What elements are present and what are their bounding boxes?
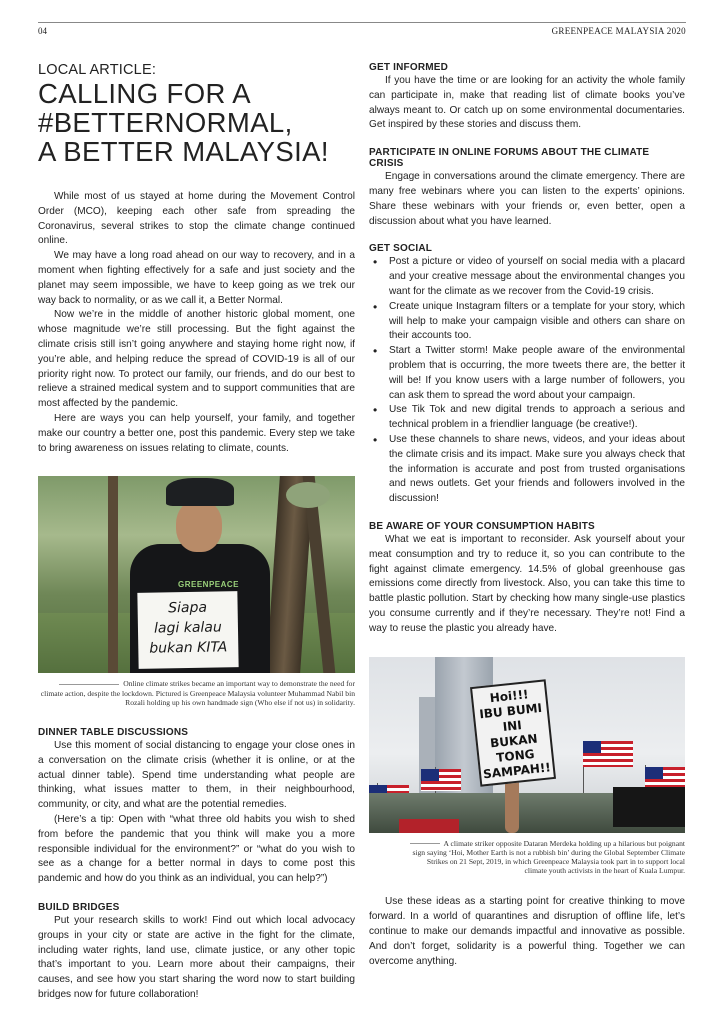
malaysia-flag [583, 741, 633, 767]
section-paragraph: If you have the time or are looking for an activity the whole family can participate in, make that reading list of climate books you’ve always meant to. Or catch up on some environmental documentaries. Get inspired by these stories and discuss them. [369, 75, 685, 131]
article-headline [38, 79, 355, 166]
section-paragraph: Use this moment of social distancing to engage your close ones in a conversation on the climate crisis (whether it is online, or at the actual dinner table). Spend time understanding what people are thinking, what issues matter to them, in their neighbourhood, community, or city, and what are the potential remedies. [38, 739, 355, 811]
caption-rule [410, 843, 440, 844]
section-title: DINNER TABLE DISCUSSIONS [38, 726, 189, 738]
sign-line: INI BUKAN [489, 717, 539, 750]
tree-trunk [108, 476, 118, 673]
intro-paragraph: Now we’re in the middle of another historic global moment, one whose magnitude we’re still processing. But the fight against the climate crisis still isn’t going anywhere and staying home right now, if you’re able, and helping reduce the spread of COVID-19 is all of our priority right now. To protect our family, our friends, and do our best to relieve a strained medical system and to support communities that are most affected by the pandemic. [38, 309, 355, 410]
caption-text: A climate striker opposite Dataran Merdeka holding up a hilarious but poignant sign saying ‘Hoi, Mother Earth is not a rubbish bin’ during the Global September Climate Strikes on 21 Sept, 2019, in which Greenpeace Malaysia took part in to support local climate youth activists in the heart of Kuala Lumpur. [412, 838, 685, 876]
page-number: 04 [38, 26, 47, 36]
list-item: • Create unique Instagram filters or a template for your story, which will help to make your campaign visible and others can share on their accounts too. [369, 300, 685, 344]
bucket-hat [166, 478, 234, 506]
section-title: GET INFORMED [369, 62, 449, 73]
photo2-caption [369, 839, 685, 876]
sign-line: IBU BUMI [478, 700, 543, 721]
red-banner [399, 819, 459, 833]
dinner-section [38, 727, 355, 887]
list-item: • Start a Twitter storm! Make people aware of the environmental problem that is occurring, the more tweets there are, the better it will be! If you know users with a large number of followers, you can ask them to spread the word about your campaign. [369, 344, 685, 403]
informed-section [369, 62, 685, 133]
sign-line: bukan KITA [149, 639, 228, 658]
malaysia-flag [645, 767, 685, 789]
volunteer-photo [38, 476, 355, 673]
header-rule [38, 22, 686, 23]
bridges-section [38, 902, 355, 1003]
sign-line: Hoi!!! [489, 686, 530, 705]
jackfruit [286, 482, 330, 508]
publication-name: GREENPEACE MALAYSIA 2020 [551, 26, 686, 36]
volunteer-face [176, 500, 222, 552]
headline-line: CALLING FOR A [38, 78, 252, 109]
section-paragraph: Engage in conversations around the climate emergency. There are many free webinars where you can listen to the experts’ opinions. Share these webinars with your friends or, even better, open a discussion about what you have learned. [369, 171, 685, 227]
social-bullet-list [369, 255, 685, 507]
section-paragraph: (Here’s a tip: Open with “what three old habits you wish to shed from before the pandemic that you think will make you a more responsible individual for the environment?” or “what do you wish to see as a change for a better normal in days to come post this pandemic and how do you think as an individual, you can help?”) [38, 813, 355, 885]
article-kicker: LOCAL ARTICLE: [38, 62, 157, 78]
black-banner [613, 787, 685, 827]
intro-paragraph: While most of us stayed at home during the Movement Control Order (MCO), keeping each other safe from spreading the Coronavirus, several strikes to stop the climate change continued online. [38, 191, 355, 247]
malaysia-flag [421, 769, 461, 791]
left-column [38, 62, 355, 1003]
section-title: PARTICIPATE IN ONLINE FORUMS ABOUT THE CLIMATE CRISIS [369, 147, 650, 170]
list-item: • Post a picture or video of yourself on social media with a placard and your creative message about the environmental changes you want for the climate as we recover from the Covid-19 crisis. [369, 255, 685, 299]
photo1-caption [38, 679, 355, 707]
caption-rule [59, 684, 119, 685]
forums-section [369, 147, 685, 229]
section-paragraph: Put your research skills to work! Find out which local advocacy groups in your city or state are active in the fight for the climate, including water rights, land use, climate justice, or any other topic that’s important to you. Learn more about their campaigns, their causes, and see how you start sharing the word now to start building bridges now for future collaboration! [38, 914, 355, 1000]
list-item: • Use Tik Tok and new digital trends to approach a serious and technical problem in a friendlier language (be creative!). [369, 403, 685, 433]
protest-sign [470, 679, 556, 786]
headline-line: A BETTER MALAYSIA! [38, 136, 329, 167]
intro-paragraph: We may have a long road ahead on our way to recovery, and in a moment when fighting effectively for a safe and just society and the planet may seem impossible, we have to keep going as we trek our way back to normality, or as we call it, a Better Normal. [38, 250, 355, 306]
caption-text: Online climate strikes became an important way to demonstrate the need for climate action, despite the lockdown. Pictured is Greenpeace Malaysia volunteer Muhammad Nabil bin Rozali holding up his own handmade sign (Who else if not us) in solidarity. [40, 679, 355, 707]
section-title: BE AWARE OF YOUR CONSUMPTION HABITS [369, 520, 595, 532]
intro-paragraph: Here are ways you can help yourself, your family, and together make our country a better one, post this pandemic. Every step we take to bring awareness on issues relating to climate, counts. [38, 412, 355, 454]
intro-section [38, 190, 355, 456]
consumption-section [369, 521, 685, 637]
climate-strike-photo [369, 657, 685, 833]
sign-line: Siapa [168, 600, 208, 617]
section-paragraph: What we eat is important to reconsider. Ask yourself about your meat consumption and try to reduce it, so you can contribute to the fight against climate emergency. 14.5% of global greenhouse gas emissions come directly from livestock. Also, you can take this time to battle plastic pollution. Start by checking how many single-use plastics you consume currently and if they’re necessary. They’re not! Find a way to reuse the plastic you already have. [369, 533, 685, 634]
sign-line: lagi kalau [153, 619, 222, 637]
sign-line: SAMPAH!! [482, 759, 552, 781]
handmade-sign [137, 591, 238, 669]
social-section [369, 243, 685, 507]
list-item: • Use these channels to share news, videos, and your ideas about the climate crisis and its impact. Make sure you always check that the information is accurate and post from trusted organisations and news outlets. Get your friends and followers involved in the discussion! [369, 433, 685, 507]
shirt-logo: GREENPEACE [178, 580, 240, 590]
closing-paragraph: Use these ideas as a starting point for creative thinking to move forward. In a world of quarantines and disruption of offline life, let’s continue to make our demands impactful and innovative as possible. And don’t forget, solidarity is a powerful thing. Together we can overcome anything. [369, 896, 685, 967]
headline-line: #BETTERNORMAL, [38, 107, 293, 138]
closing-section [369, 895, 685, 969]
section-title: BUILD BRIDGES [38, 901, 120, 913]
right-column [369, 62, 685, 969]
section-title: GET SOCIAL [369, 243, 433, 255]
sign-line: TONG [495, 746, 536, 765]
